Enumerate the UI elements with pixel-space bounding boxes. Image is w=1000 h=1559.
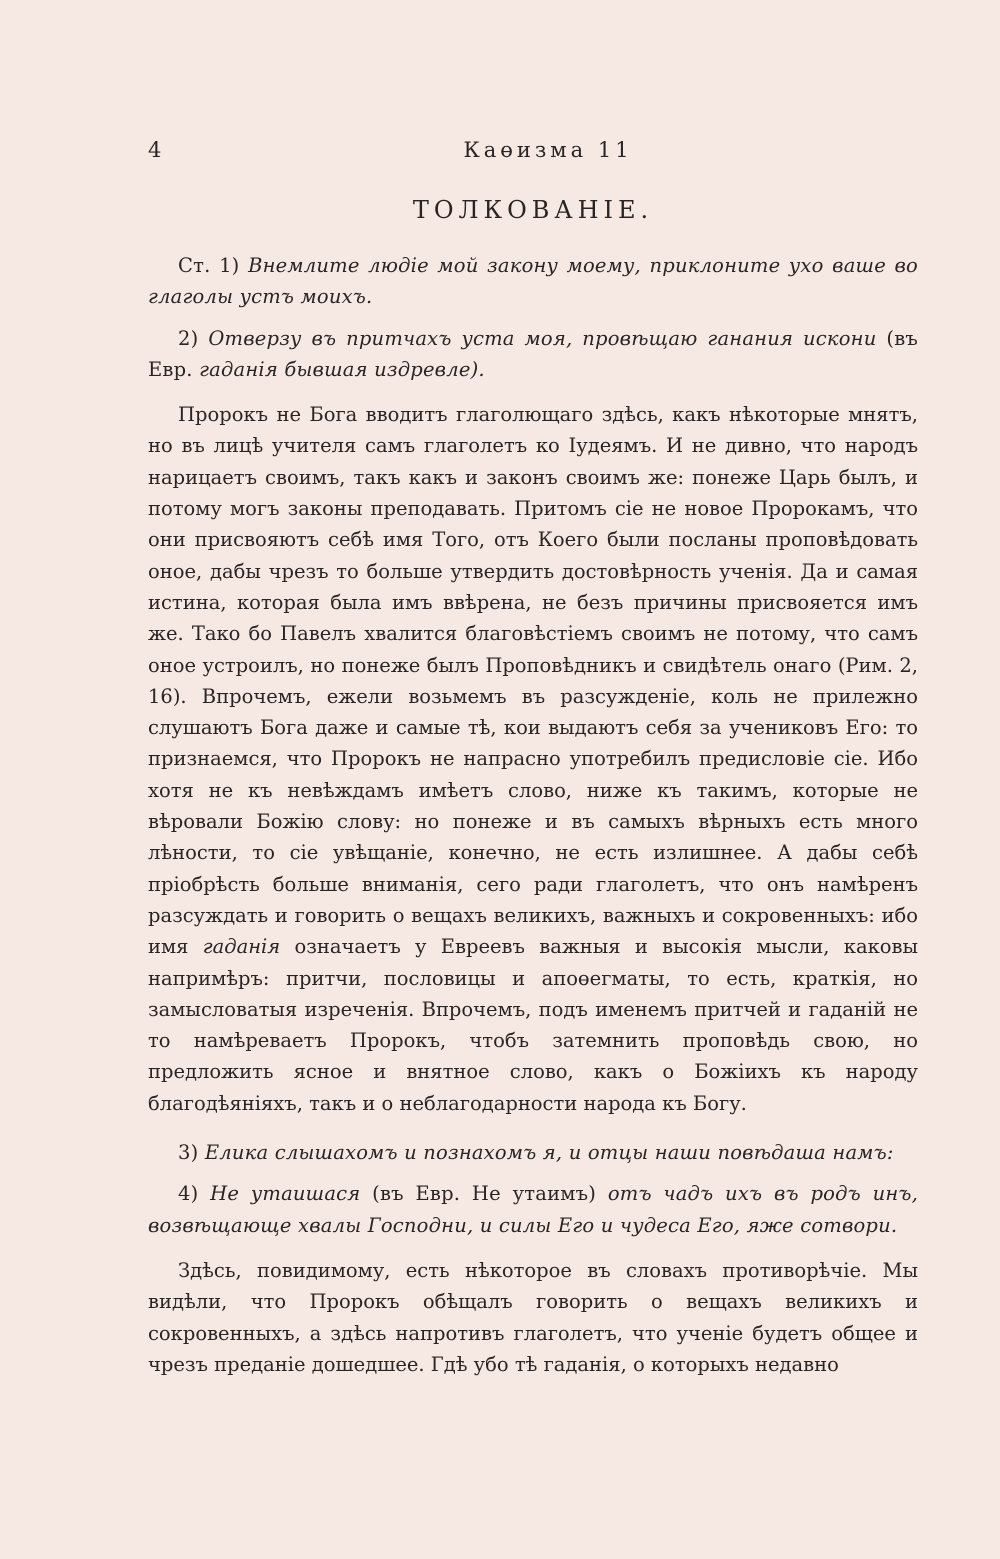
- page-number: 4: [148, 138, 162, 162]
- verse-2: [148, 323, 918, 386]
- running-head: [148, 138, 918, 166]
- commentary-paragraph-1: [148, 399, 918, 1119]
- verse-3: [148, 1137, 918, 1168]
- verse-1-text: Внемлите людіе мой закону моему, приклоните ухо ваше во глаголы устъ моихъ.: [148, 254, 918, 309]
- verse-2-text-cont: гаданія бывшая издревле).: [199, 357, 485, 381]
- section-title: ТОЛКОВАНІЕ.: [412, 196, 654, 224]
- verse-4-text: Не утаишася: [210, 1182, 361, 1206]
- verse-1: [148, 250, 918, 313]
- body-text: [148, 250, 918, 1398]
- commentary-1-part-b: означаетъ у Евреевъ важныя и высокія мысли, каковы напримѣръ: притчи, пословицы и апоөегматы, то есть, краткія, но замысловатыя изреченія. Впрочемъ, подъ именемъ притчей и гаданій не то намѣреваетъ Пророкъ, чтобъ затемнить проповѣдь свою, но предложить ясное и внятное слово, какъ о Божіихъ къ народу благодѣяніяхъ, такъ и о неблагодарности народа къ Богу.: [148, 935, 918, 1115]
- commentary-paragraph-2: [148, 1255, 918, 1380]
- verse-4-note: (въ Евр. Не утаимъ): [372, 1182, 597, 1206]
- verse-2-number: 2): [178, 326, 199, 350]
- commentary-2-text: Здѣсь, повидимому, есть нѣкоторое въ словахъ противорѣчіе. Мы видѣли, что Пророкъ обѣщалъ говорить о вещахъ великихъ и сокровенныхъ, а здѣсь напротивъ глаголетъ, что ученіе будетъ общее и чрезъ преданіе дошедшее. Гдѣ убо тѣ гаданія, о которыхъ недавно: [148, 1258, 918, 1376]
- verse-4-text-cont: отъ чадъ ихъ въ родъ инъ, возвѣщающе хвалы Господни, и силы Его и чудеса Его, яже сотвори.: [148, 1182, 918, 1237]
- verse-3-text: Елика слышахомъ и познахомъ я, и отцы наши повѣдаша намъ:: [204, 1141, 894, 1165]
- commentary-1-part-a: Пророкъ не Бога вводитъ глаголющаго здѣсь, какъ нѣкоторые мнятъ, но въ лицѣ учителя самъ глаголетъ ко Іудеямъ. И не дивно, что народъ нарицаетъ своимъ, такъ какъ и законъ своимъ же: понеже Царь былъ, и потому могъ законы преподавать. Притомъ сіе не новое Пророкамъ, что они присвояютъ себѣ имя Того, отъ Коего были посланы проповѣдовать оное, дабы чрезъ то больше утвердить достовѣрность ученія. Да и самая истина, которая была имъ ввѣрена, не безъ причины присвояется имъ же. Тако бо Павелъ хвалится благовѣстіемъ своимъ не потому, что самъ оное устроилъ, но понеже былъ Проповѣдникъ и свидѣтель онаго (Рим. 2, 16). Впрочемъ, ежели возьмемъ въ разсужденіе, коль не прилежно слушаютъ Бога даже и самые тѣ, кои выдаютъ себя за учениковъ Его: то признаемся, что Пророкъ не напрасно употребилъ предисловіе сіе. Ибо хотя не къ невѣждамъ имѣетъ слово, ниже къ такимъ, которые не вѣровали Божію слову: но понеже и въ самыхъ вѣрныхъ есть много лѣности, то сіе увѣщаніе, конечно, не есть излишнее. А дабы себѣ пріобрѣсть больше вниманія, сего ради глаголетъ, что онъ намѣренъ разсуждать и говорить о вещахъ великихъ, важныхъ и сокровенныхъ: ибо имя: [148, 403, 918, 959]
- verse-2-note: (въ Евр.: [148, 326, 918, 381]
- verse-2-text: Отверзу въ притчахъ уста моя, провѣщаю ганания искони: [208, 326, 877, 350]
- verse-3-number: 3): [178, 1141, 199, 1165]
- verse-1-number: Ст. 1): [178, 254, 240, 277]
- verse-4-number: 4): [178, 1182, 199, 1206]
- verse-4: [148, 1178, 918, 1241]
- commentary-1-italic-term: гаданія: [202, 935, 281, 959]
- running-title: Каөизма 11: [463, 138, 633, 162]
